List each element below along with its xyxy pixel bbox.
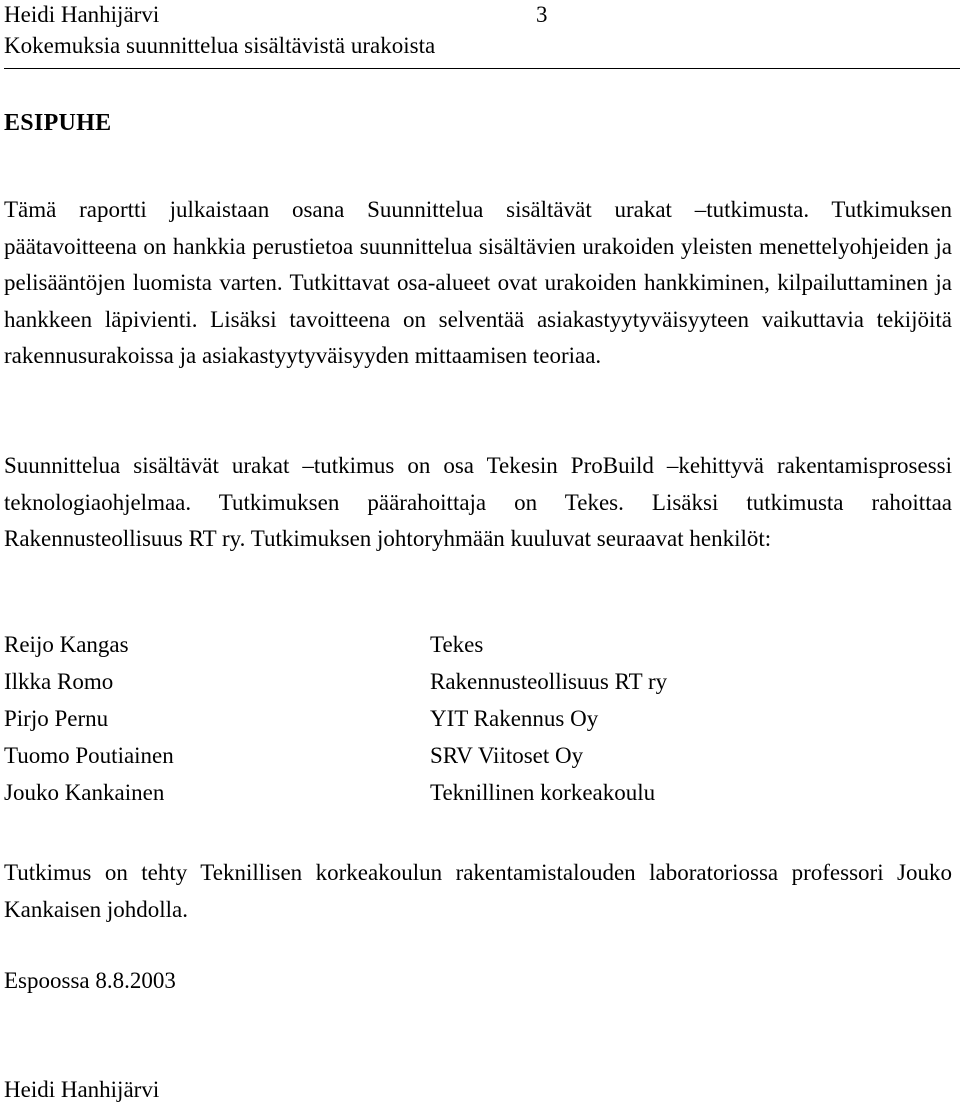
- paragraph-intro: Tämä raportti julkaistaan osana Suunnittelua sisältävät urakat –tutkimusta. Tutkimuksen päätavoitteena on hankkia perustietoa suunnittelua sisältävien urakoiden yleisten menettelyohjeiden ja pelisääntöjen luomista varten. Tutkittavat osa-alueet ovat urakoiden hankkiminen, kilpailuttaminen ja hankkeen läpivienti. Lisäksi tavoitteena on selventää asiakastyytyväisyyteen vaikuttavia tekijöitä rakennusurakoissa ja asiakastyytyväisyyden mittaamisen teoriaa.: [4, 197, 952, 369]
- member-name: Ilkka Romo: [4, 669, 114, 694]
- header-author: Heidi Hanhijärvi: [4, 2, 160, 27]
- member-organization: SRV Viitoset Oy: [430, 743, 584, 768]
- section-heading: ESIPUHE: [4, 110, 112, 136]
- member-organization: Tekes: [430, 632, 484, 657]
- signature-name: Heidi Hanhijärvi: [4, 1077, 160, 1102]
- paragraph-acknowledgement: Tutkimus on tehty Teknillisen korkeakoulun rakentamistalouden laboratoriossa professori Jouko Kankaisen johdolla.: [4, 860, 952, 922]
- member-name: Reijo Kangas: [4, 632, 129, 657]
- page-number: 3: [536, 2, 548, 27]
- header-divider: [4, 68, 960, 69]
- member-organization: YIT Rakennus Oy: [430, 706, 599, 731]
- paragraph-funding: Suunnittelua sisältävät urakat –tutkimus on osa Tekesin ProBuild –kehittyvä rakentamisprosessi teknologiaohjelmaa. Tutkimuksen päärahoittaja on Tekes. Lisäksi tutkimusta rahoittaa Rakennusteollisuus RT ry. Tutkimuksen johtoryhmään kuuluvat seuraavat henkilöt:: [4, 453, 952, 552]
- header-report-title: Kokemuksia suunnittelua sisältävistä urakoista: [4, 33, 436, 58]
- place-date: Espoossa 8.8.2003: [4, 968, 176, 993]
- member-organization: Teknillinen korkeakoulu: [430, 780, 656, 805]
- member-name: Jouko Kankainen: [4, 780, 165, 805]
- member-organization: Rakennusteollisuus RT ry: [430, 669, 668, 694]
- member-name: Tuomo Poutiainen: [4, 743, 174, 768]
- member-name: Pirjo Pernu: [4, 706, 109, 731]
